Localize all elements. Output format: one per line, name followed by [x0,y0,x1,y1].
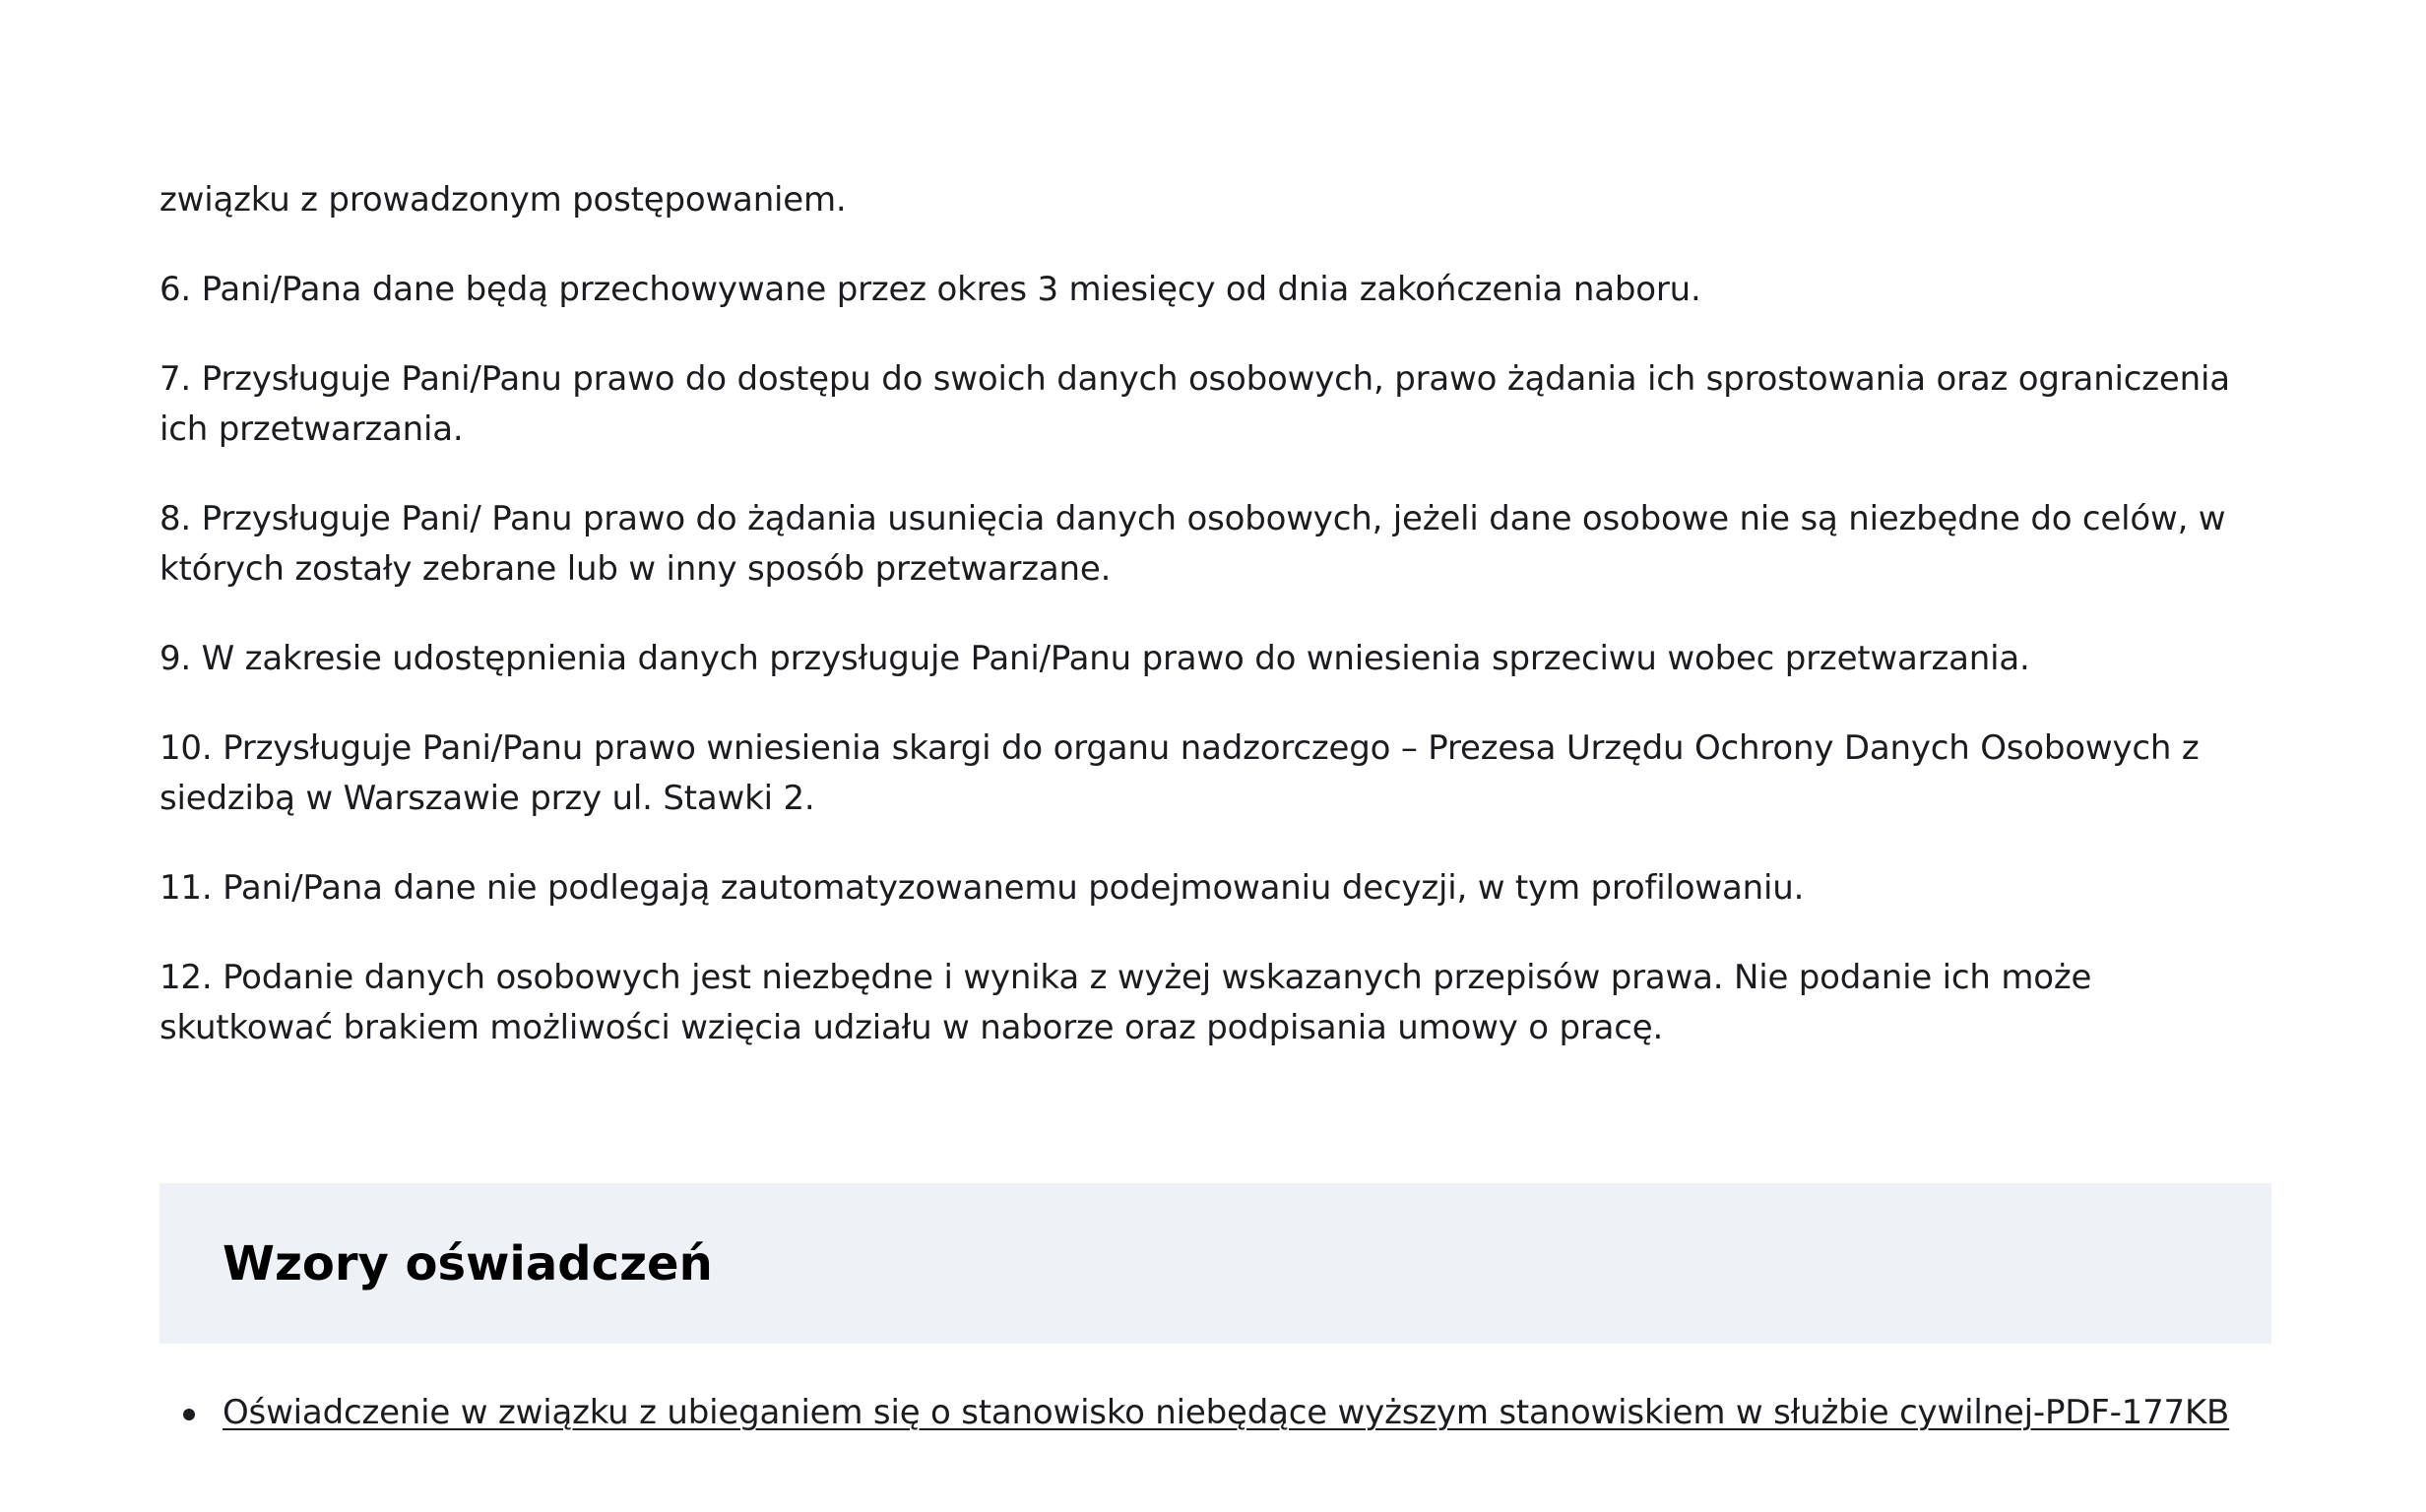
paragraph-7-access-rights: 7. Przysługuje Pani/Panu prawo do dostępu do swoich danych osobowych, prawo żądania ich sprostowania oraz ograniczenia ich przetwarzania. [160,359,2230,449]
paragraph-12-obligation: 12. Podanie danych osobowych jest niezbędne i wynika z wyżej wskazanych przepisów prawa. Nie podanie ich może skutkować brakiem możliwości wzięcia udziału w naborze oraz podpisania umowy o pracę. [160,958,2092,1047]
section-title: Wzory oświadczeń [223,1236,713,1292]
paragraph-11-profiling: 11. Pani/Pana dane nie podlegają zautomatyzowanemu podejmowaniu decyzji, w tym profilowaniu. [160,868,1805,908]
paragraph-9-objection: 9. W zakresie udostępnienia danych przysługuje Pani/Panu prawo do wniesienia sprzeciwu wobec przetwarzania. [160,639,2030,678]
paragraph-6-retention: 6. Pani/Pana dane będą przechowywane przez okres 3 miesięcy od dnia zakończenia naboru. [160,270,1701,309]
paragraph-8-erasure-rights: 8. Przysługuje Pani/ Panu prawo do żądania usunięcia danych osobowych, jeżeli dane osobowe nie są niezbędne do celów, w których zostały zebrane lub w inny sposób przetwarzane. [160,499,2226,589]
list-item [160,1388,2326,1438]
paragraph-10-complaint: 10. Przysługuje Pani/Panu prawo wniesienia skargi do organu nadzorczego – Prezesa Urzędu Ochrony Danych Osobowych z siedzibą w Warszawie przy ul. Stawki 2. [160,728,2200,818]
attachments-section-header [160,1183,2271,1344]
document-body [160,175,2271,1093]
attachment-download-link[interactable]: Oświadczenie w związku z ubieganiem się o stanowisko niebędące wyższym stanowiskiem w służbie cywilnej-PDF-177KB [223,1393,2230,1432]
bullet-icon [183,1409,195,1420]
attachments-list [160,1388,2326,1438]
paragraph-continuation: związku z prowadzonym postępowaniem. [160,180,847,220]
